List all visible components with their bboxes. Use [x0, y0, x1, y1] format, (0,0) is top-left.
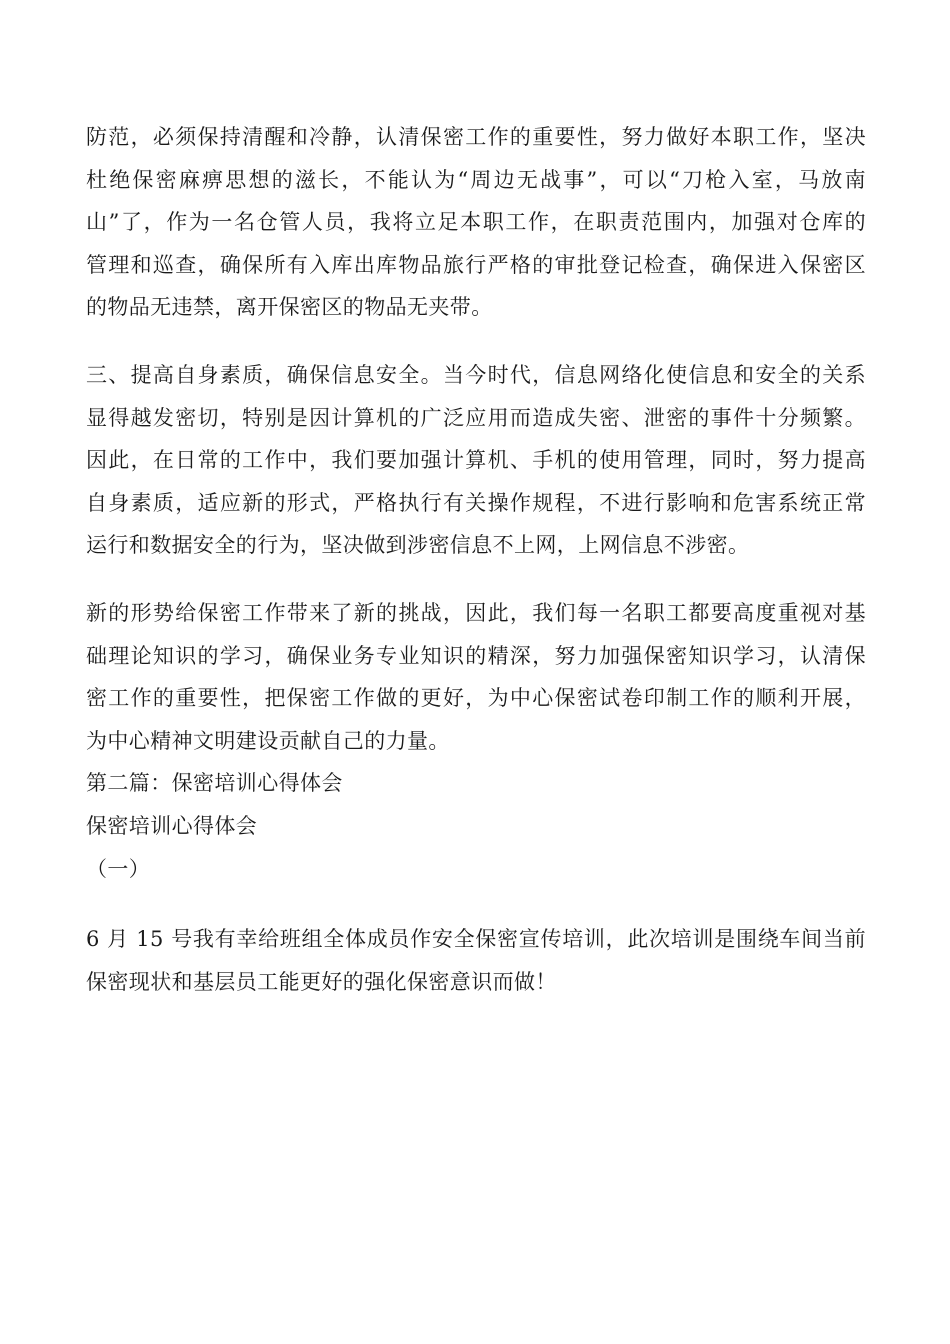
text-line: 6 月 15 号我有幸给班组全体成员作安全保密宣传培训，此次培训是围绕车间当前 [86, 927, 866, 952]
text-line: 防范，必须保持清醒和冷静，认清保密工作的重要性，努力做好本职工作，坚决 [86, 125, 866, 149]
text-line: 山”了，作为一名仓管人员，我将立足本职工作，在职责范围内，加强对仓库的 [86, 210, 866, 235]
text-line: 三、提高自身素质，确保信息安全。当今时代，信息网络化使信息和安全的关系 [86, 362, 866, 387]
text-line: 杜绝保密麻痹思想的滋长，不能认为“周边无战事”，可以“刀枪入室，马放南 [86, 167, 866, 192]
text-line: 密工作的重要性，把保密工作做的更好，为中心保密试卷印制工作的顺利开展， [86, 686, 866, 711]
text-line: 显得越发密切，特别是因计算机的广泛应用而造成失密、泄密的事件十分频繁。 [86, 405, 866, 430]
sub-title: 保密培训心得体会 [86, 813, 258, 838]
paragraph-new-challenges [86, 592, 866, 762]
text-line: 保密现状和基层员工能更好的强化保密意识而做！ [86, 969, 557, 994]
part-marker: （一） [86, 856, 151, 881]
section-title: 第二篇：保密培训心得体会 [86, 771, 343, 796]
text-line: 为中心精神文明建设贡献自己的力量。 [86, 728, 450, 753]
document-page [86, 116, 866, 1003]
paragraph-guard-duties [86, 116, 866, 329]
paragraph-training-intro [86, 918, 866, 1003]
paragraph-information-security [86, 354, 866, 567]
text-line: 新的形势给保密工作带来了新的挑战，因此，我们每一名职工都要高度重视对基 [86, 600, 866, 625]
text-line: 管理和巡查，确保所有入库出库物品旅行严格的审批登记检查，确保进入保密区 [86, 252, 866, 277]
text-line: 的物品无违禁，离开保密区的物品无夹带。 [86, 295, 493, 320]
text-line: 自身素质，适应新的形式，严格执行有关操作规程，不进行影响和危害系统正常 [86, 490, 866, 515]
text-line: 础理论知识的学习，确保业务专业知识的精深，努力加强保密知识学习，认清保 [86, 643, 866, 668]
text-line: 因此，在日常的工作中，我们要加强计算机、手机的使用管理，同时，努力提高 [86, 448, 866, 473]
text-line: 运行和数据安全的行为，坚决做到涉密信息不上网，上网信息不涉密。 [86, 533, 750, 558]
